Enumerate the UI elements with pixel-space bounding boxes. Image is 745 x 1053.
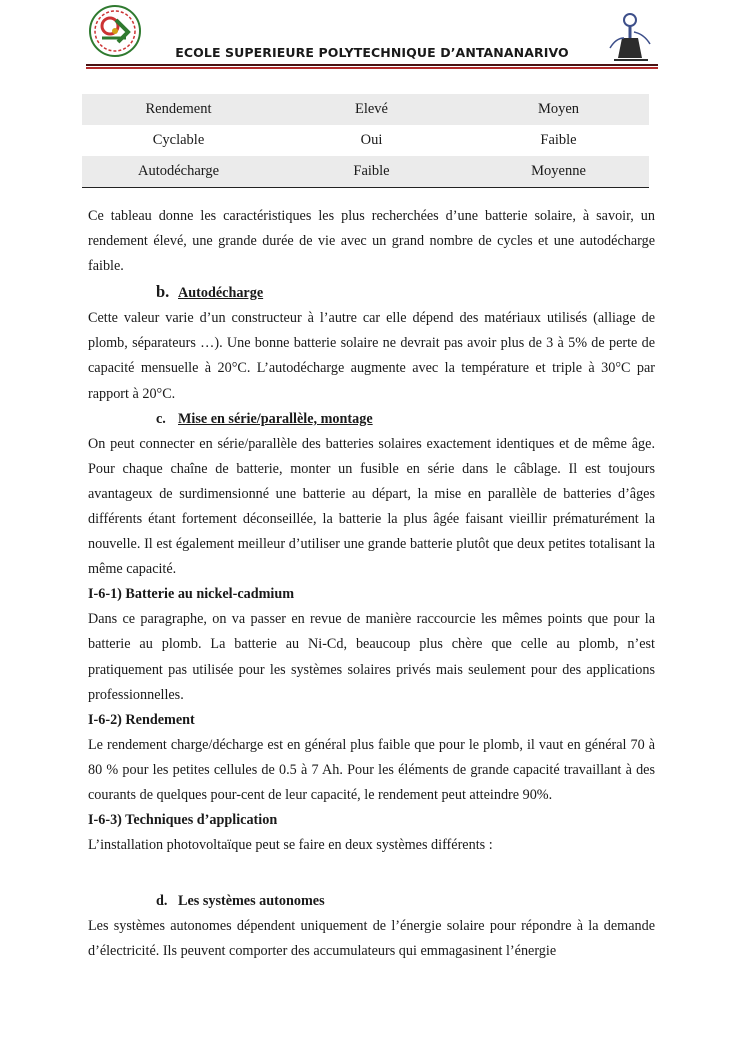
table-cell: Autodécharge	[82, 156, 275, 188]
table-cell: Faible	[540, 132, 577, 148]
paragraph-rendement: Le rendement charge/décharge est en général plus faible que pour le plomb, il vaut en général 70 à 80 % pour les petites cellules de 0.5 à 7 Ah. Pour les éléments de grande capacité travaillant à des courants de quelques pour-cent de leur capacité, le rendement peut atteindre 90%.	[88, 736, 655, 803]
paragraph-nickel-cadmium: Dans ce paragraphe, on va passer en revue de manière raccourcie les mêmes points que pour la batterie au plomb. La batterie au Ni-Cd, beaucoup plus chère que celle au plomb, n’est pratiquement pas utilisée pour les systèmes solaires privés mais seulement pour des applications professionnelles.	[88, 611, 655, 703]
table-row	[82, 156, 649, 188]
table-cell: Cyclable	[152, 132, 205, 148]
document-body	[88, 204, 655, 964]
paragraph-autonomes: Les systèmes autonomes dépendent uniquement de l’énergie solaire pour répondre à la demande d’électricité. Ils peuvent comporter des accumulateurs qui emmagasinent l’énergie	[88, 918, 655, 960]
paragraph-montage: On peut connecter en série/parallèle des batteries solaires exactement identiques et de même âge. Pour chaque chaîne de batterie, monter un fusible en série dans le câblage. Il est toujours avantageux de surdimensionné une batterie au départ, la mise en parallèle de batteries d’âges différents étant fortement déconseillée, la batterie la plus âgée faisant vieillir prématurément la nouvelle. Il est également meilleur d’utiliser une grande batterie plutôt que deux petites totalisant la même capacité.	[88, 435, 655, 578]
paragraph-intro: Ce tableau donne les caractéristiques les plus recherchées d’une batterie solaire, à savoir, un rendement élevé, une grande durée de vie avec un grand nombre de cycles et une autodécharge faible.	[88, 208, 655, 275]
heading-label: d.	[156, 893, 168, 910]
heading-montage	[88, 407, 655, 432]
school-name: ECOLE SUPERIEURE POLYTECHNIQUE D’ANTANANARIVO	[175, 45, 569, 60]
table-cell: Moyenne	[468, 156, 649, 188]
heading-title: Les systèmes autonomes	[178, 893, 325, 910]
heading-title: Autodécharge	[178, 285, 264, 302]
table-row	[82, 125, 649, 156]
heading-rendement: I-6-2) Rendement	[88, 711, 195, 728]
heading-label: c.	[156, 410, 166, 427]
heading-techniques: I-6-3) Techniques d’application	[88, 812, 278, 829]
paragraph-autodecharge: Cette valeur varie d’un constructeur à l’autre car elle dépend des matériaux utilisés (alliage de plomb, séparateurs …). Une bonne batterie solaire ne devrait pas avoir plus de 3 à 5% de perte de capacité mensuelle à 20°C. L’autodécharge augmente avec la température et triple à 30°C par rapport à 20°C.	[88, 310, 655, 402]
heading-label: b.	[156, 282, 170, 302]
table-cell: Faible	[275, 156, 468, 188]
table-cell: Rendement	[82, 94, 275, 125]
heading-autodecharge	[88, 279, 655, 306]
table-cell: Moyen	[468, 94, 649, 125]
heading-nickel-cadmium: I-6-1) Batterie au nickel-cadmium	[88, 586, 295, 603]
table-row	[82, 94, 649, 125]
page-header	[86, 4, 658, 72]
spacer	[88, 858, 655, 889]
heading-systemes-autonomes	[88, 889, 655, 914]
heading-title: Mise en série/parallèle, montage	[178, 410, 373, 427]
table-cell: Elevé	[275, 94, 468, 125]
header-rule-red	[86, 67, 658, 69]
battery-comparison-table	[82, 94, 649, 188]
header-rule-dark	[86, 64, 658, 66]
table-cell: Oui	[360, 132, 383, 148]
paragraph-techniques: L’installation photovoltaïque peut se faire en deux systèmes différents :	[88, 837, 493, 854]
